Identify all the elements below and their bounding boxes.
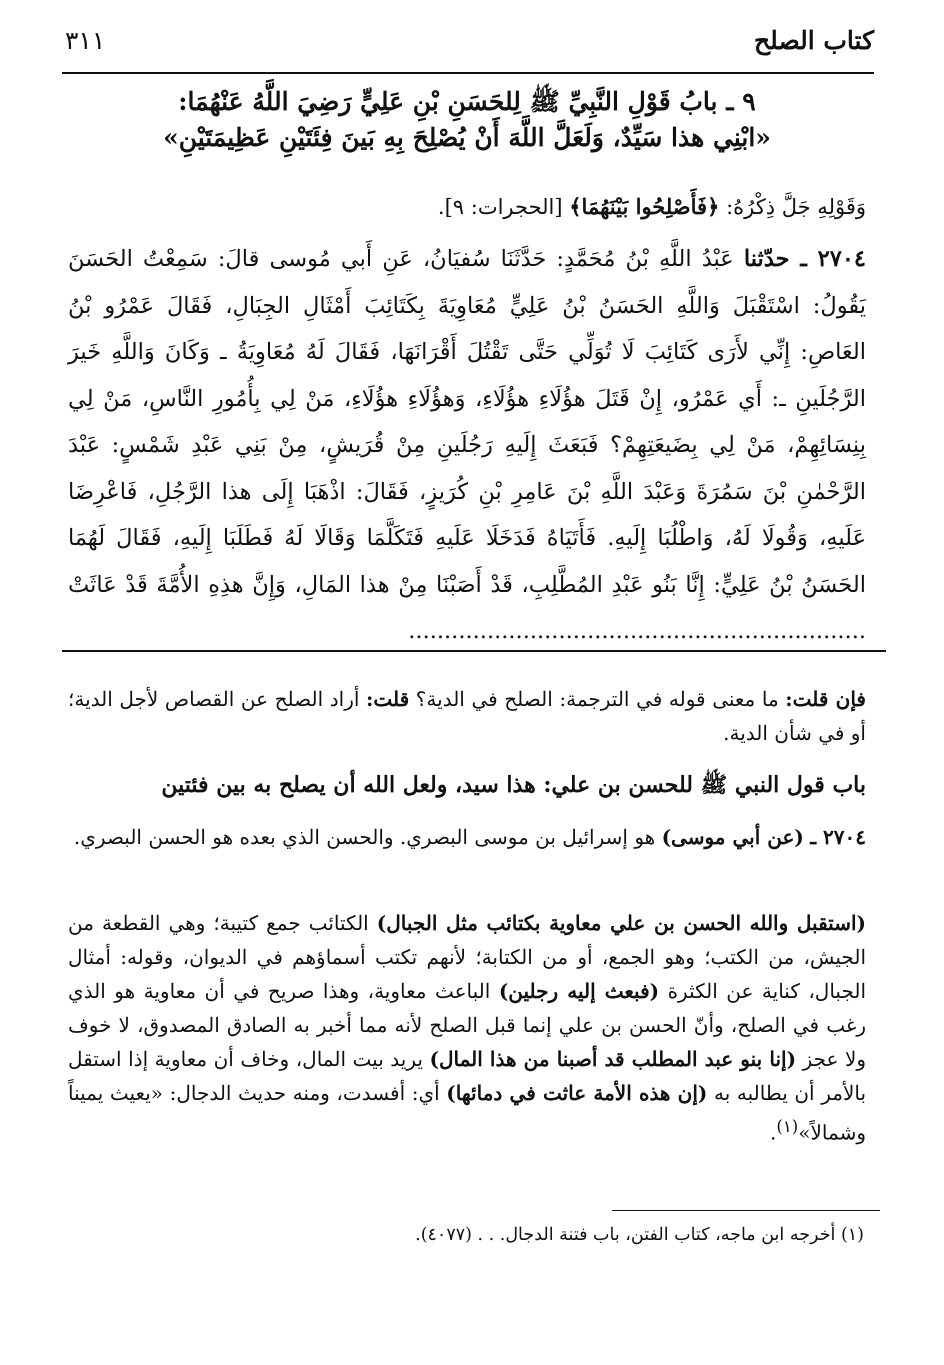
- commentary-text: هو إسرائيل بن موسى البصري. والحسن الذي بعده هو الحسن البصري.: [73, 825, 656, 849]
- lemma-4: (إن هذه الأمة عاثت في دمائها): [446, 1081, 708, 1105]
- chapter-heading-line-1: ٩ ـ بابُ قَوْلِ النَّبِيِّ ﷺ لِلحَسَنِ بْنِ عَلِيٍّ رَضِيَ اللَّهُ عَنْهُمَا:: [178, 87, 756, 116]
- footnote: (١) أخرجه ابن ماجه، كتاب الفتن، باب فتنة الدجال. . . (٤٠٧٧).: [415, 1225, 864, 1245]
- hadith-continuation-dots: ................................................................: [408, 618, 866, 644]
- header-rule: [62, 72, 874, 74]
- text-end: .: [769, 1120, 777, 1145]
- commentary-paragraph-1: [68, 682, 866, 750]
- text-3: يريد بيت المال، وخاف أن معاوية إذا استقل بالأمر أن يطالبه به: [68, 1047, 867, 1105]
- hadith-text: [68, 236, 866, 655]
- text-4: أي: أفسدت، ومنه حديث الدجال: «يعيث يميناً وشمالاً»: [68, 1081, 866, 1145]
- chapter-heading: [68, 84, 866, 156]
- answer-label: قلت:: [366, 687, 410, 711]
- text-2: الباعث معاوية، وهذا صريح في أن معاوية هو الذي رغب في الصلح، وأنّ الحسن بن علي إنما قبل الصلح لأنه مما أخبر به الصادق المصدوق، لا خوف ولا عجز: [68, 979, 867, 1071]
- quran-verse: ﴿فَأَصْلِحُوا بَيْنَهُمَا﴾: [569, 194, 720, 219]
- footnote-rule: [612, 1210, 880, 1211]
- section-divider: [62, 650, 886, 652]
- quran-reference: [الحجرات: ٩].: [437, 195, 563, 219]
- question-label: فإن قلت:: [785, 687, 866, 711]
- hadith-number: ٢٧٠٤ ـ حدّثنا: [743, 246, 866, 272]
- quran-intro: وَقَوْلِهِ جَلَّ ذِكْرُهُ:: [726, 195, 866, 219]
- commentary-heading: باب قول النبي ﷺ للحسن بن علي: هذا سيد، ولعل الله أن يصلح به بين فئتين: [161, 772, 866, 798]
- answer-text: أراد الصلح عن القصاص لأجل الدية؛ أو في شأن الدية.: [68, 687, 866, 745]
- text-1: الكتائب جمع كتيبة؛ وهي القطعة من الجيش، من الكتب؛ وهو الجمع، أو من الكتابة؛ لأنهم تكتب أسماؤهم في الديوان، وقوله: أمثال الجبال، كناية عن الكثرة: [68, 911, 867, 1003]
- footnote-marker[interactable]: (١): [776, 1117, 799, 1136]
- quran-citation: [68, 190, 866, 224]
- page-header: [65, 26, 874, 70]
- commentary-paragraph-3: [68, 906, 866, 1150]
- lemma-3: (إنا بنو عبد المطلب قد أصبنا من هذا المال): [429, 1047, 797, 1071]
- page-number: ٣١١: [65, 26, 106, 55]
- running-title: كتاب الصلح: [754, 26, 874, 55]
- lemma-2: (فبعث إليه رجلين): [498, 979, 660, 1003]
- hadith-body: عَبْدُ اللَّهِ بْنُ مُحَمَّدٍ: حَدَّثَنَا سُفيَانُ، عَنِ أَبي مُوسى قالَ: سَمِعْتُ الحَسَنَ يَقُولُ: اسْتَقْبَلَ وَاللَّهِ الحَسَنُ بْنُ عَلِيٍّ مُعَاوِيَةَ بِكَتَائِبَ أَمْثَالِ الجِبَالِ، فَقَالَ عَمْرُو بْنُ العَاصِ: إِنِّي لأَرَى كَتَائِبَ لَا تُوَلِّي حَتَّى تَقْتُلَ أَقْرَانَهَا، فَقَالَ لَهُ مُعَاوِيَةُ ـ وَكَانَ وَاللَّهِ خَيرَ الرَّجُلَينِ ـ: أَي عَمْرُو، إِنْ قَتَلَ هؤُلَاءِ هؤُلَاءِ، وَهؤُلَاءِ هؤُلَاءِ، مَنْ لِي بِأُمُورِ النَّاسِ، مَنْ لِي بِنِسَائِهِمْ، مَنْ لِي بِضَيعَتِهِمْ؟ فَبَعَثَ إِلَيهِ رَجُلَينِ مِنْ قُرَيشٍ، مِنْ بَنِي عَبْدِ شَمْسٍ: عَبْدَ الرَّحْمٰنِ بْنَ سَمُرَةَ وَعَبْدَ اللَّهِ بْنَ عَامِرِ بْنِ كُرَيزٍ، فَقَالَ: اذْهَبَا إِلَى هذا الرَّجُلِ، فَاعْرِضَا عَلَيهِ، وَقُولَا لَهُ، وَاطْلُبَا إِلَيهِ. فَأَتَيَاهُ فَدَخَلَا عَلَيهِ فَتَكَلَّمَا وَقَالَا لَهُ فَطَلَبَا إِلَيهِ، فَقَالَ لَهُمَا الحَسَنُ بْنُ عَلِيٍّ: إِنَّا بَنُو عَبْدِ المُطَّلِبِ، قَدْ أَصَبْنَا مِنْ هذا المَالِ، وَإِنَّ هذِهِ الأُمَّةَ قَدْ عَاثَتْ: [68, 246, 866, 598]
- commentary-lemma: (عن أبي موسى): [661, 825, 804, 849]
- commentary-number: ٢٧٠٤ ـ: [810, 825, 866, 849]
- chapter-heading-line-2: «ابْنِي هذا سَيِّدٌ، وَلَعَلَّ اللَّهَ أَنْ يُصْلِحَ بِهِ بَينَ فِئَتَيْنِ عَظِيمَتَيْنِ»: [163, 123, 771, 152]
- commentary-paragraph-2: [68, 820, 866, 854]
- question-text: ما معنى قوله في الترجمة: الصلح في الدية؟: [415, 687, 779, 711]
- lemma-1: (استقبل والله الحسن بن علي معاوية بكتائب مثل الجبال): [376, 911, 866, 935]
